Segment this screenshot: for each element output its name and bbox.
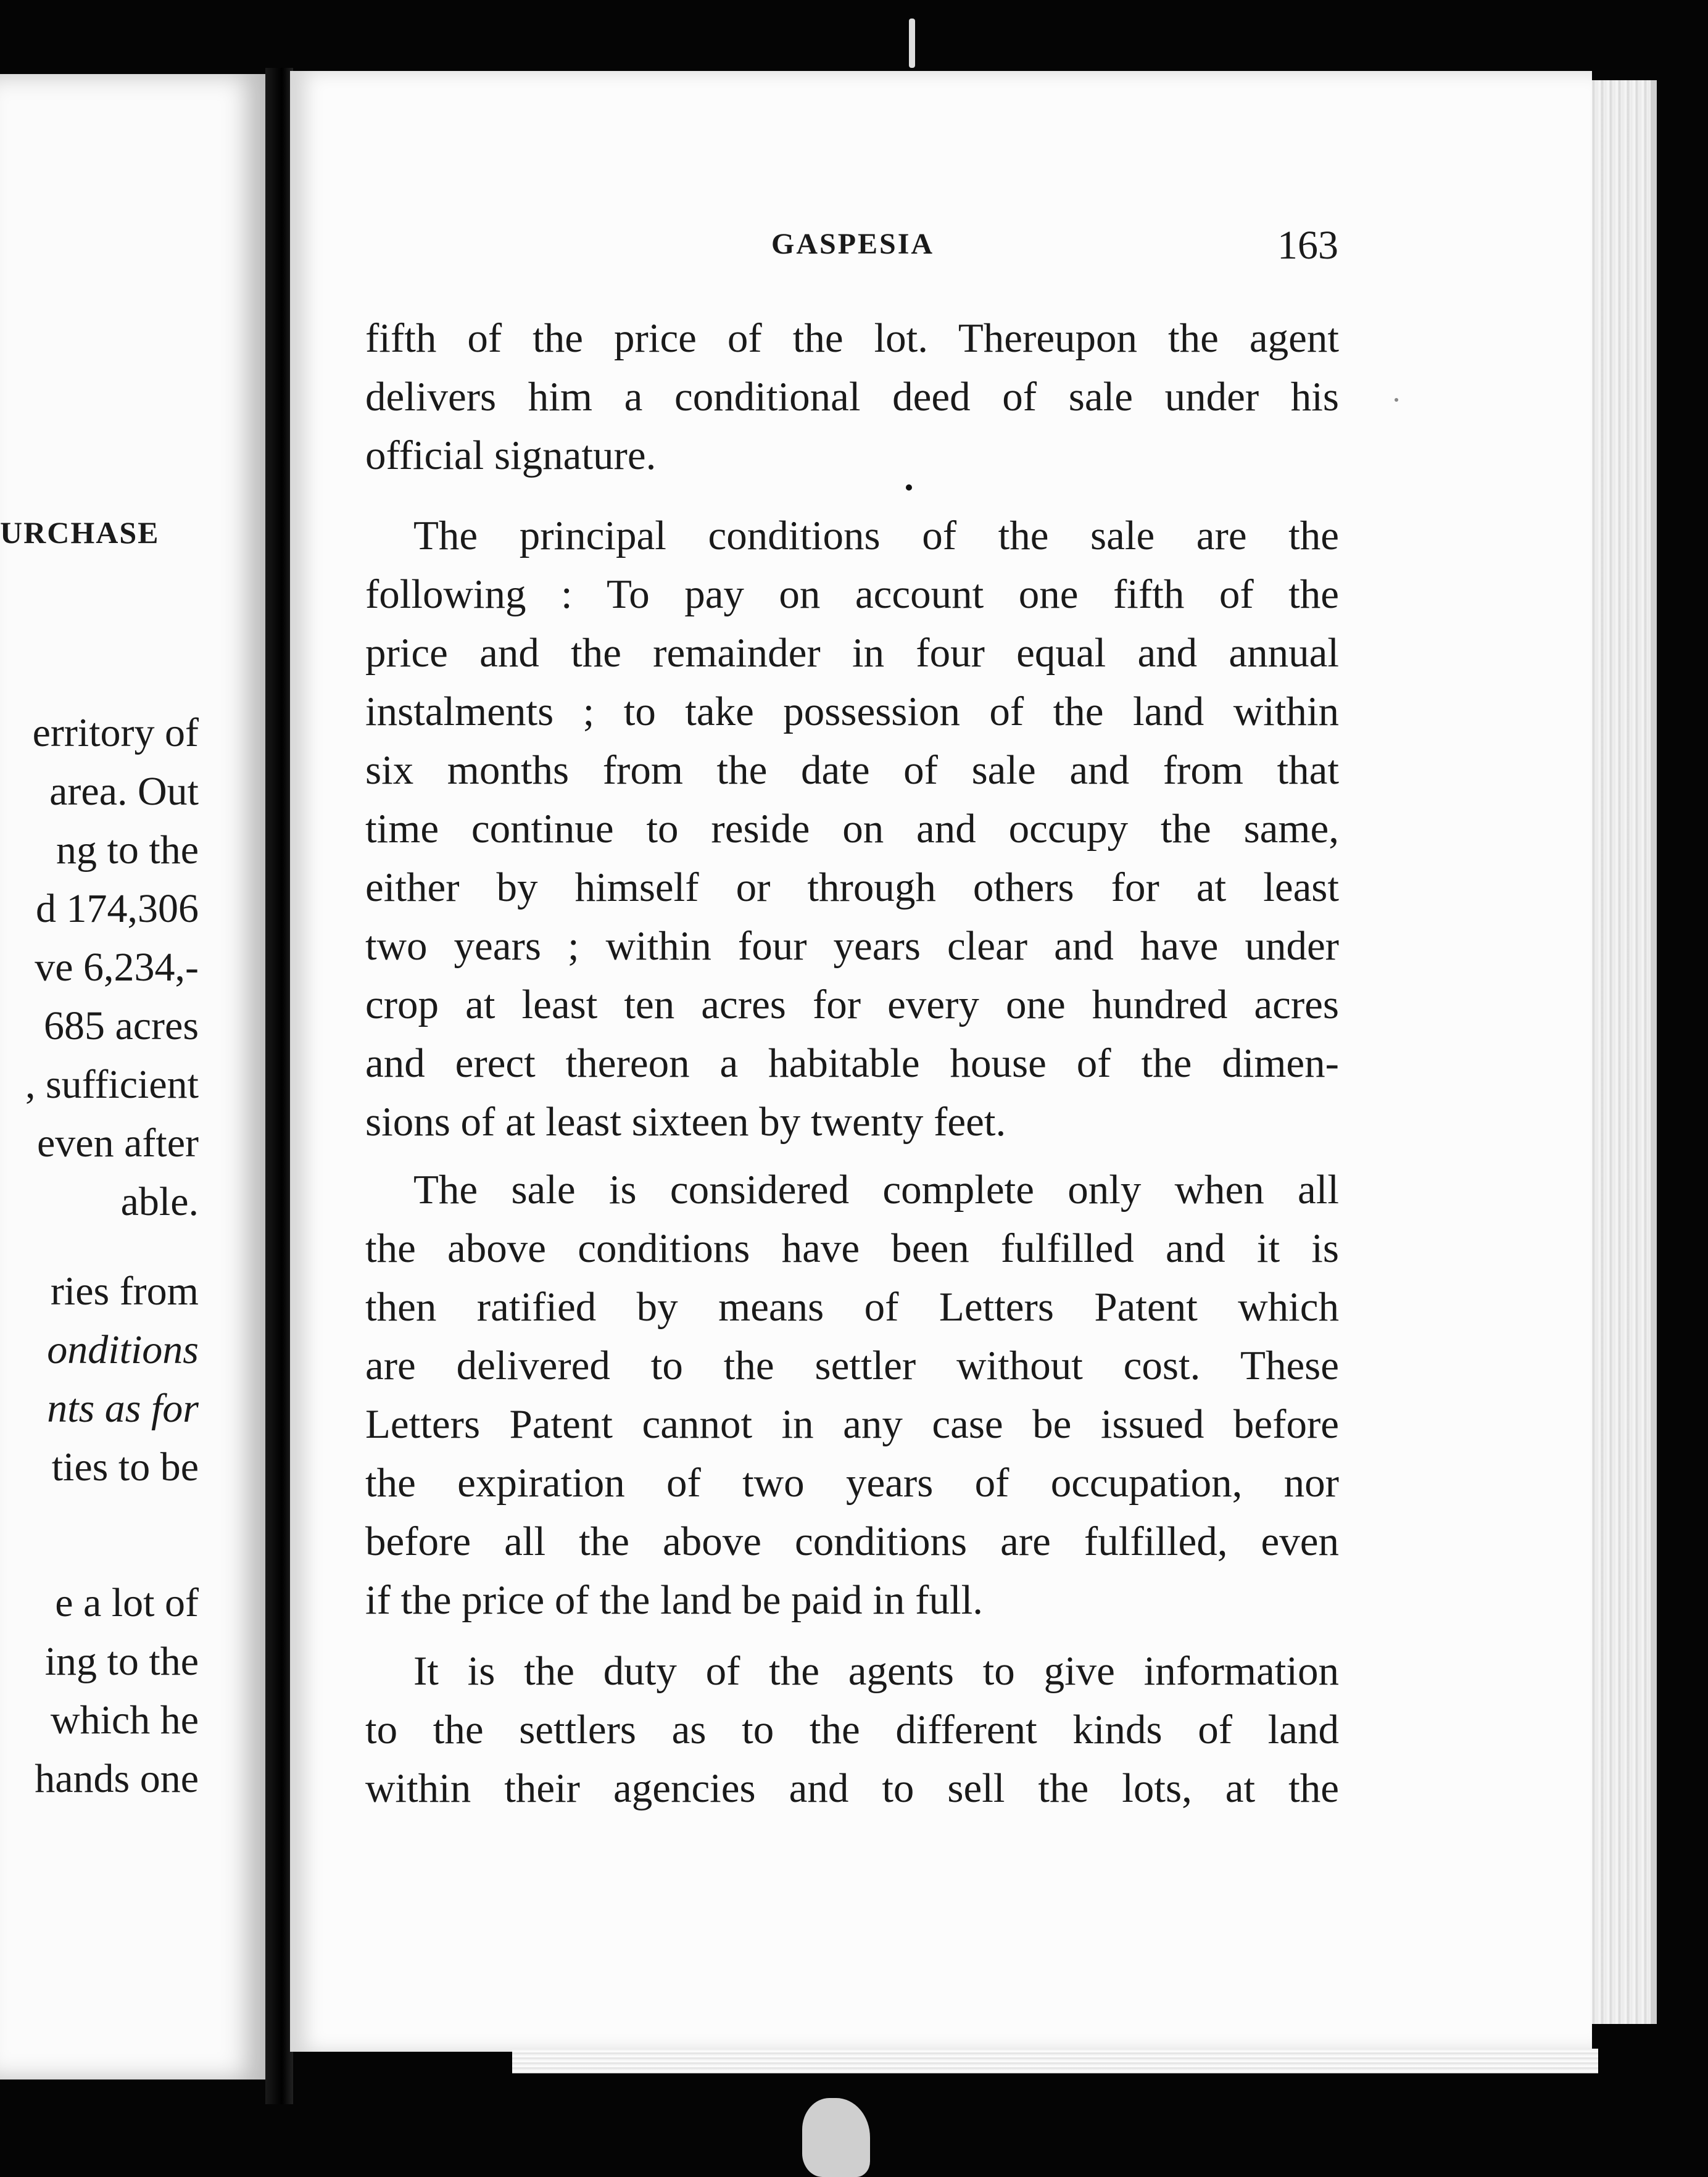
left-page-line: nts as for <box>47 1386 199 1431</box>
left-page <box>0 74 265 2080</box>
body-line: following : To pay on account one fifth of the <box>365 571 1339 617</box>
page-number: 163 <box>1277 223 1338 268</box>
scan-artifact <box>906 484 912 491</box>
left-page-line: area. Out <box>49 769 199 814</box>
scan-artifact <box>802 2098 870 2177</box>
body-line: Letters Patent cannot in any case be issued before <box>365 1401 1339 1447</box>
body-line: the expiration of two years of occupation, nor <box>365 1460 1339 1506</box>
left-page-line: able. <box>120 1179 199 1224</box>
body-line: either by himself or through others for at least <box>365 865 1339 910</box>
body-line: delivers him a conditional deed of sale under his <box>365 374 1339 420</box>
left-page-line: ng to the <box>56 827 199 873</box>
body-line: The sale is considered complete only when all <box>413 1167 1339 1213</box>
running-head: GASPESIA <box>771 228 935 260</box>
left-page-line: ing to the <box>44 1639 199 1684</box>
scan-artifact <box>1395 398 1398 402</box>
body-line: It is the duty of the agents to give information <box>413 1648 1339 1694</box>
body-line: if the price of the land be paid in full. <box>365 1577 983 1623</box>
body-line: official signature. <box>365 433 657 478</box>
scan-artifact <box>909 19 915 68</box>
body-line: are delivered to the settler without cost. These <box>365 1343 1339 1388</box>
body-line: The principal conditions of the sale are the <box>413 513 1339 558</box>
body-line: fifth of the price of the lot. Thereupon the agent <box>365 315 1339 361</box>
left-page-line: , sufficient <box>25 1062 199 1107</box>
book-gutter <box>265 68 293 2104</box>
body-line: and erect thereon a habitable house of the dimen- <box>365 1040 1339 1086</box>
left-page-line: d 174,306 <box>36 886 199 931</box>
left-page-line: even after <box>37 1121 199 1166</box>
bottom-page-edges <box>512 2049 1598 2073</box>
body-line: instalments ; to take possession of the land within <box>365 689 1339 734</box>
left-page-line: 685 acres <box>43 1003 199 1048</box>
body-line: time continue to reside on and occupy the same, <box>365 806 1339 852</box>
body-line: six months from the date of sale and from that <box>365 747 1339 793</box>
body-line: price and the remainder in four equal and annual <box>365 630 1339 676</box>
body-line: the above conditions have been fulfilled and it is <box>365 1225 1339 1271</box>
left-page-line: e a lot of <box>55 1580 199 1625</box>
left-page-line: hands one <box>35 1756 199 1801</box>
body-line: crop at least ten acres for every one hundred acres <box>365 982 1339 1027</box>
body-line: within their agencies and to sell the lots, at the <box>365 1765 1339 1811</box>
left-page-line: ve 6,234,- <box>35 945 199 990</box>
left-page-header: URCHASE <box>0 515 160 550</box>
left-page-line: ries from <box>50 1269 199 1314</box>
body-line: to the settlers as to the different kinds of land <box>365 1707 1339 1752</box>
left-page-line: onditions <box>47 1327 199 1372</box>
body-line: two years ; within four years clear and have under <box>365 923 1339 969</box>
body-line: before all the above conditions are fulfilled, even <box>365 1519 1339 1564</box>
left-page-line: erritory of <box>32 710 199 755</box>
left-page-line: which he <box>50 1698 199 1743</box>
left-page-line: ties to be <box>51 1445 199 1490</box>
body-line: then ratified by means of Letters Patent which <box>365 1284 1339 1330</box>
body-line: sions of at least sixteen by twenty feet. <box>365 1099 1006 1145</box>
